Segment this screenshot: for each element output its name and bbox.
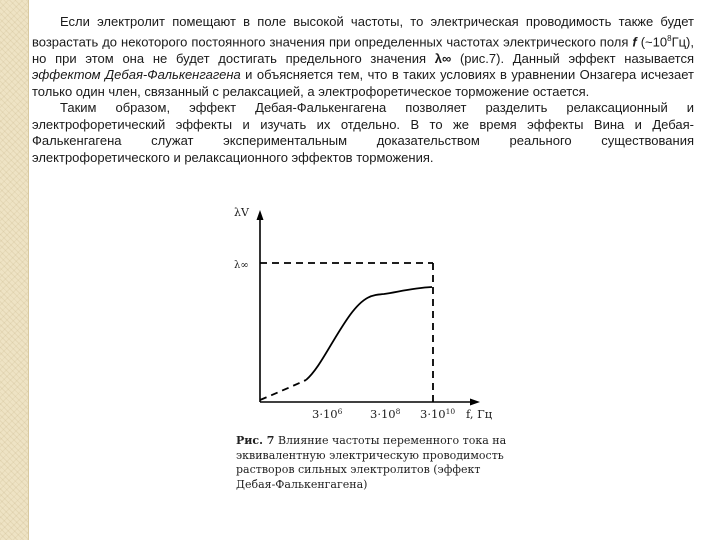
p1-text-d: (рис.7). Данный эффект называется	[451, 50, 695, 66]
paragraph-2: Таким образом, эффект Дебая-Фалькенгагена позволяет разделить релаксационный и электрофоретический эффекты и изучать их отдельно. В то же время эффекты Вина и Дебая-Фалькенгагена служат экспериментальным доказательством реального существования электрофоретического и релаксационного эффектов торможения.	[32, 100, 694, 166]
conductivity-curve	[306, 287, 432, 380]
asymptote-label: λ∞	[234, 260, 249, 271]
decorative-side-strip	[0, 0, 29, 540]
p1-text-e: и объясняется тем, что в таких условиях в уравнении Онзагера исчезает только один член, связанный с релаксацией, а электрофоретическое торможение остается.	[32, 67, 694, 99]
lambda-infinity-symbol: λ∞	[434, 50, 452, 66]
figure-caption	[236, 434, 516, 492]
caption-label: Рис. 7	[236, 434, 275, 447]
p1-text-c: Гц), но при этом она не будет достигать предельного значения	[32, 33, 694, 66]
frequency-exponent: 8	[667, 33, 672, 43]
body-text	[32, 14, 694, 167]
conductivity-graph	[222, 200, 522, 430]
caption-text: Влияние частоты переменного тока на эквивалентную электрическую проводимость растворов сильных электролитов (эффект Дебая-Фалькенгагена)	[236, 434, 507, 491]
x-tick-3: $3\cdot 10^{10}$	[420, 407, 456, 421]
x-axis-arrow	[470, 399, 480, 406]
y-axis-arrow	[257, 210, 264, 220]
curve-dashed-segment	[260, 380, 306, 400]
x-axis-unit: f, Гц	[466, 407, 493, 421]
p1-text-b: (~10	[636, 33, 668, 49]
y-axis-label: λV	[234, 206, 249, 219]
paragraph-1	[32, 14, 694, 100]
effect-name: эффектом Дебая-Фалькенгагена	[32, 67, 241, 83]
x-tick-1: $3\cdot 10^6$	[312, 407, 343, 421]
p1-text-a: Если электролит помещают в поле высокой частоты, то электрическая проводимость также будет возрастать до некоторого постоянного значения при определенных частотах электрического поля	[32, 14, 694, 49]
x-tick-2: $3\cdot 10^8$	[370, 407, 401, 421]
frequency-symbol: f	[632, 33, 637, 49]
